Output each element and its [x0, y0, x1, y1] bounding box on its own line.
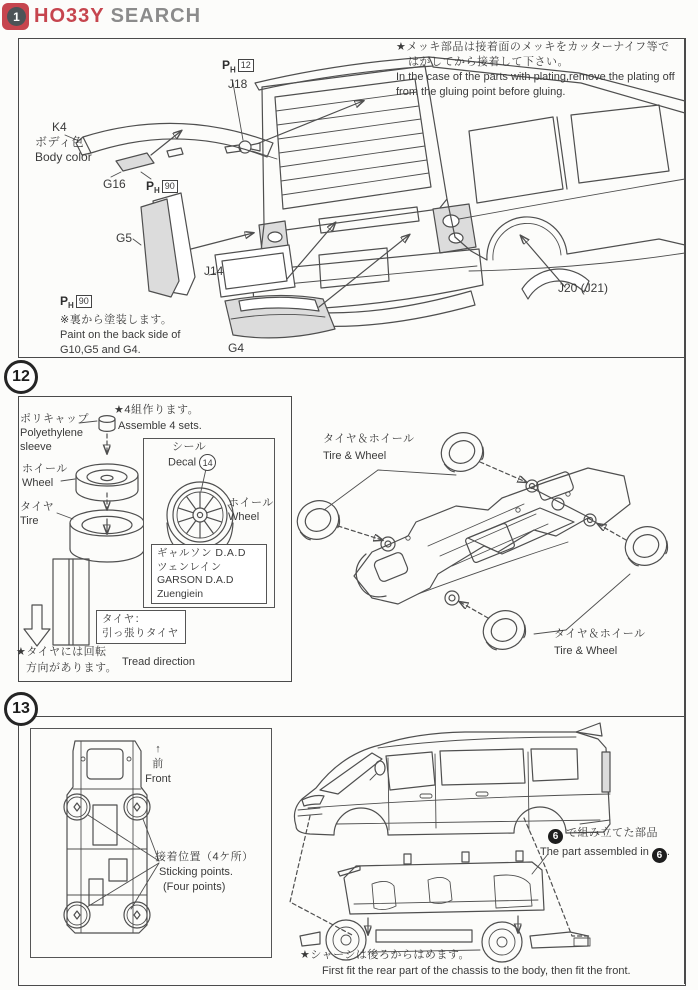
front-arrow: ↑ [155, 743, 161, 755]
backside-note-jp: ※裏から塗装します。 [60, 314, 173, 327]
paint-mark-ph90: $P_H$ 90 [146, 181, 178, 193]
plating-note-jp1: ★メッキ部品は接着面のメッキをカッターナイフ等で [396, 41, 670, 53]
label-wheel-face: ホイール Wheel [228, 497, 274, 523]
tread-direction-label: Tread direction [122, 656, 195, 668]
label-wheel: ホイール Wheel [22, 463, 68, 489]
label-g4: G4 [228, 341, 245, 355]
tire-wheel-label-bottom: タイヤ＆ホイール Tire & Wheel [554, 628, 646, 657]
part-assembled-label: 6 で組み立てた部品 The part assembled in 6 . [540, 827, 670, 861]
rotation-note-jp2: 方向があります。 [26, 662, 118, 674]
step6-badge: 6 [548, 829, 563, 844]
plating-note [396, 40, 675, 100]
hobby-search-icon: 1 [2, 3, 29, 30]
step6-badge-2: 6 [652, 848, 667, 863]
tire-wheel-label-top: タイヤ＆ホイール Tire & Wheel [323, 433, 415, 462]
step13-number: 13 [4, 692, 38, 726]
wheel-brand-box: ギャルソン D.A.D ツェンレイン GARSON D.A.D Zuengiein [151, 544, 267, 604]
logo-text-gray: SEARCH [110, 5, 202, 27]
label-ph90-g16 [146, 179, 178, 198]
label-j20: J20 (J21) [558, 281, 609, 295]
paint-mark-ph12: $P_H$ 12 [222, 58, 254, 72]
plating-note-jp2: はがしてから接着して下さい。 [408, 56, 569, 68]
front-label: ↑ 前 Front [138, 742, 178, 787]
plating-note-en2: from the gluing point before gluing. [396, 86, 566, 98]
assemble-note-en: Assemble 4 sets. [118, 420, 202, 432]
hobby-search-logo [2, 3, 201, 30]
step12-number: 12 [4, 360, 38, 394]
label-g5: G5 [116, 231, 133, 245]
chassis-note-jp: ★シャーシは後ろからはめます。 [300, 949, 471, 961]
rotation-note-jp1: ★タイヤには回転 [16, 646, 107, 658]
body-color-en: Body color [35, 150, 92, 164]
chassis-note-en: First fit the rear part of the chassis to the body, then fit the front. [322, 965, 631, 977]
backside-note [60, 294, 180, 358]
label-j18: $P_H$ 12 J18 [222, 58, 254, 92]
label-k4: K4 ボディ色 Body color [35, 120, 92, 164]
paint-mark-ph90-backside: $P_H$ 90 [60, 296, 92, 308]
decal-number-badge: 14 [199, 454, 216, 471]
body-color-jp: ボディ色 [35, 135, 85, 149]
tire-type-box: タイヤ： 引っ張りタイヤ [96, 610, 186, 644]
backside-note-en2: G10,G5 and G4. [60, 344, 141, 357]
label-decal: シール Decal 14 [168, 440, 216, 471]
sticking-points-label: 接着位置（4ケ所） Sticking points. (Four points) [155, 851, 254, 893]
assemble-note-jp: ★4組作ります。 [114, 404, 200, 416]
logo-text-red: HO33Y [34, 5, 105, 27]
label-tire: タイヤ Tire [20, 501, 55, 527]
backside-note-en1: Paint on the back side of [60, 329, 181, 342]
plating-note-en1: In the case of the parts with plating,remove the plating off [396, 71, 675, 83]
label-g16: G16 [103, 177, 126, 191]
label-polycap: ポリキャップ Polyethylene sleeve [20, 413, 89, 453]
label-j14: J14 [204, 264, 224, 278]
